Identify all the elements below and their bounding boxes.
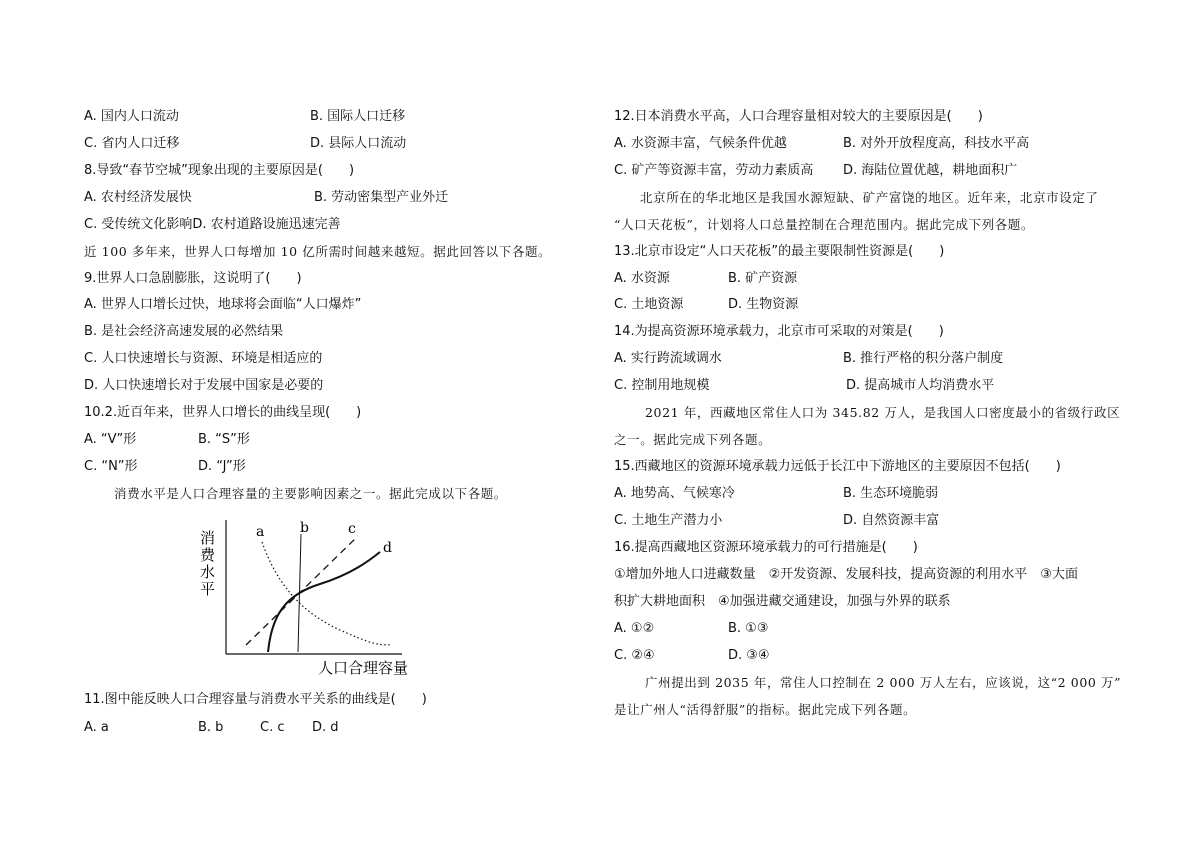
q15-option-d: D. 自然资源丰富 — [843, 513, 940, 528]
q9-option-d: D. 人口快速增长对于发展中国家是必要的 — [84, 378, 324, 393]
q13-option-c: C. 土地资源 — [614, 297, 684, 312]
q10-option-d: D. “J”形 — [198, 459, 246, 474]
q15-option-a: A. 地势高、气候寒冷 — [614, 486, 735, 501]
curve-label-d: d — [383, 540, 392, 556]
q16-option-b: B. ①③ — [728, 621, 769, 636]
q13-option-d: D. 生物资源 — [728, 297, 799, 312]
q8-option-b: B. 劳动密集型产业外迁 — [314, 190, 449, 205]
q7-option-d: D. 县际人口流动 — [310, 136, 407, 151]
q9-option-c: C. 人口快速增长与资源、环境是相适应的 — [84, 351, 323, 366]
q15-option-b: B. 生态环境脆弱 — [843, 486, 939, 501]
q10-option-b: B. “S”形 — [198, 432, 250, 447]
q12-option-a: A. 水资源丰富，气候条件优越 — [614, 136, 787, 151]
q8-option-a: A. 农村经济发展快 — [84, 190, 192, 205]
figure-svg — [180, 512, 450, 680]
passage-beijing-line1: 北京所在的华北地区是我国水源短缺、矿产富饶的地区。近年来，北京市设定了 — [640, 190, 1099, 205]
q16-stem: 16.提高西藏地区资源环境承载力的可行措施是( ) — [614, 540, 918, 555]
q12-option-c: C. 矿产等资源丰富，劳动力素质高 — [614, 163, 814, 178]
q12-option-d: D. 海陆位置优越，耕地面积广 — [843, 163, 1018, 178]
q14-option-b: B. 推行严格的积分落户制度 — [843, 351, 1004, 366]
curve-label-a: a — [256, 524, 265, 540]
passage-consumption: 消费水平是人口合理容量的主要影响因素之一。据此完成以下各题。 — [114, 486, 508, 501]
y-axis-label: 消费水平 — [198, 530, 216, 598]
q8-option-cd: C. 受传统文化影响D. 农村道路设施迅速完善 — [84, 217, 341, 232]
x-axis-label: 人口合理容量 — [318, 659, 409, 677]
q13-option-b: B. 矿产资源 — [728, 271, 798, 286]
q16-option-a: A. ①② — [614, 621, 655, 636]
q9-option-a: A. 世界人口增长过快，地球将会面临“人口爆炸” — [84, 297, 362, 312]
q10-option-a: A. “V”形 — [84, 432, 137, 447]
curve-d — [268, 552, 380, 652]
q11-stem: 11.图中能反映人口合理容量与消费水平关系的曲线是( ) — [84, 692, 427, 707]
q13-stem: 13.北京市设定“人口天花板”的最主要限制性资源是( ) — [614, 244, 945, 259]
q7-option-a: A. 国内人口流动 — [84, 109, 179, 124]
q12-option-b: B. 对外开放程度高，科技水平高 — [843, 136, 1030, 151]
q11-option-a: A. a — [84, 720, 109, 735]
q11-option-b: B. b — [198, 720, 224, 735]
q16-items-line2: 积扩大耕地面积 ④加强进藏交通建设，加强与外界的联系 — [614, 594, 951, 609]
passage-population: 近 100 多年来，世界人口每增加 10 亿所需时间越来越短。据此回答以下各题。 — [84, 244, 552, 259]
q14-option-c: C. 控制用地规模 — [614, 378, 710, 393]
q11-option-d: D. d — [312, 720, 339, 735]
q15-stem: 15.西藏地区的资源环境承载力远低于长江中下游地区的主要原因不包括( ) — [614, 459, 1061, 474]
q12-stem: 12.日本消费水平高，人口合理容量相对较大的主要原因是( ) — [614, 109, 983, 124]
q14-stem: 14.为提高资源环境承载力，北京市可采取的对策是( ) — [614, 324, 944, 339]
q10-stem: 10.2.近百年来，世界人口增长的曲线呈现( ) — [84, 405, 362, 420]
q9-stem: 9.世界人口急剧膨胀，这说明了( ) — [84, 271, 302, 286]
curve-label-b: b — [300, 520, 309, 536]
q16-items-line1: ①增加外地人口进藏数量 ②开发资源、发展科技，提高资源的利用水平 ③大面 — [614, 567, 1078, 582]
passage-tibet-line2: 之一。据此完成下列各题。 — [614, 432, 772, 447]
passage-guangzhou-line2: 是让广州人“活得舒服”的指标。据此完成下列各题。 — [614, 702, 917, 717]
q15-option-c: C. 土地生产潜力小 — [614, 513, 723, 528]
passage-guangzhou-line1: 广州提出到 2035 年，常住人口控制在 2 000 万人左右，应该说，这“2 000 万” — [645, 675, 1122, 690]
q9-option-b: B. 是社会经济高速发展的必然结果 — [84, 324, 284, 339]
passage-tibet-line1: 2021 年，西藏地区常住人口为 345.82 万人，是我国人口密度最小的省级行政区 — [645, 405, 1121, 420]
q10-option-c: C. “N”形 — [84, 459, 138, 474]
q7-option-c: C. 省内人口迁移 — [84, 136, 180, 151]
q13-option-a: A. 水资源 — [614, 271, 670, 286]
q14-option-d: D. 提高城市人均消费水平 — [846, 378, 995, 393]
q7-option-b: B. 国际人口迁移 — [310, 109, 406, 124]
q16-option-d: D. ③④ — [728, 648, 770, 663]
q14-option-a: A. 实行跨流域调水 — [614, 351, 722, 366]
passage-beijing-line2: “人口天花板”，计划将人口总量控制在合理范围内。据此完成下列各题。 — [614, 217, 1035, 232]
q16-option-c: C. ②④ — [614, 648, 655, 663]
q8-stem: 8.导致“春节空城”现象出现的主要原因是( ) — [84, 163, 355, 178]
q11-option-c: C. c — [260, 720, 285, 735]
curve-label-c: c — [348, 521, 356, 537]
consumption-capacity-figure — [180, 512, 450, 680]
